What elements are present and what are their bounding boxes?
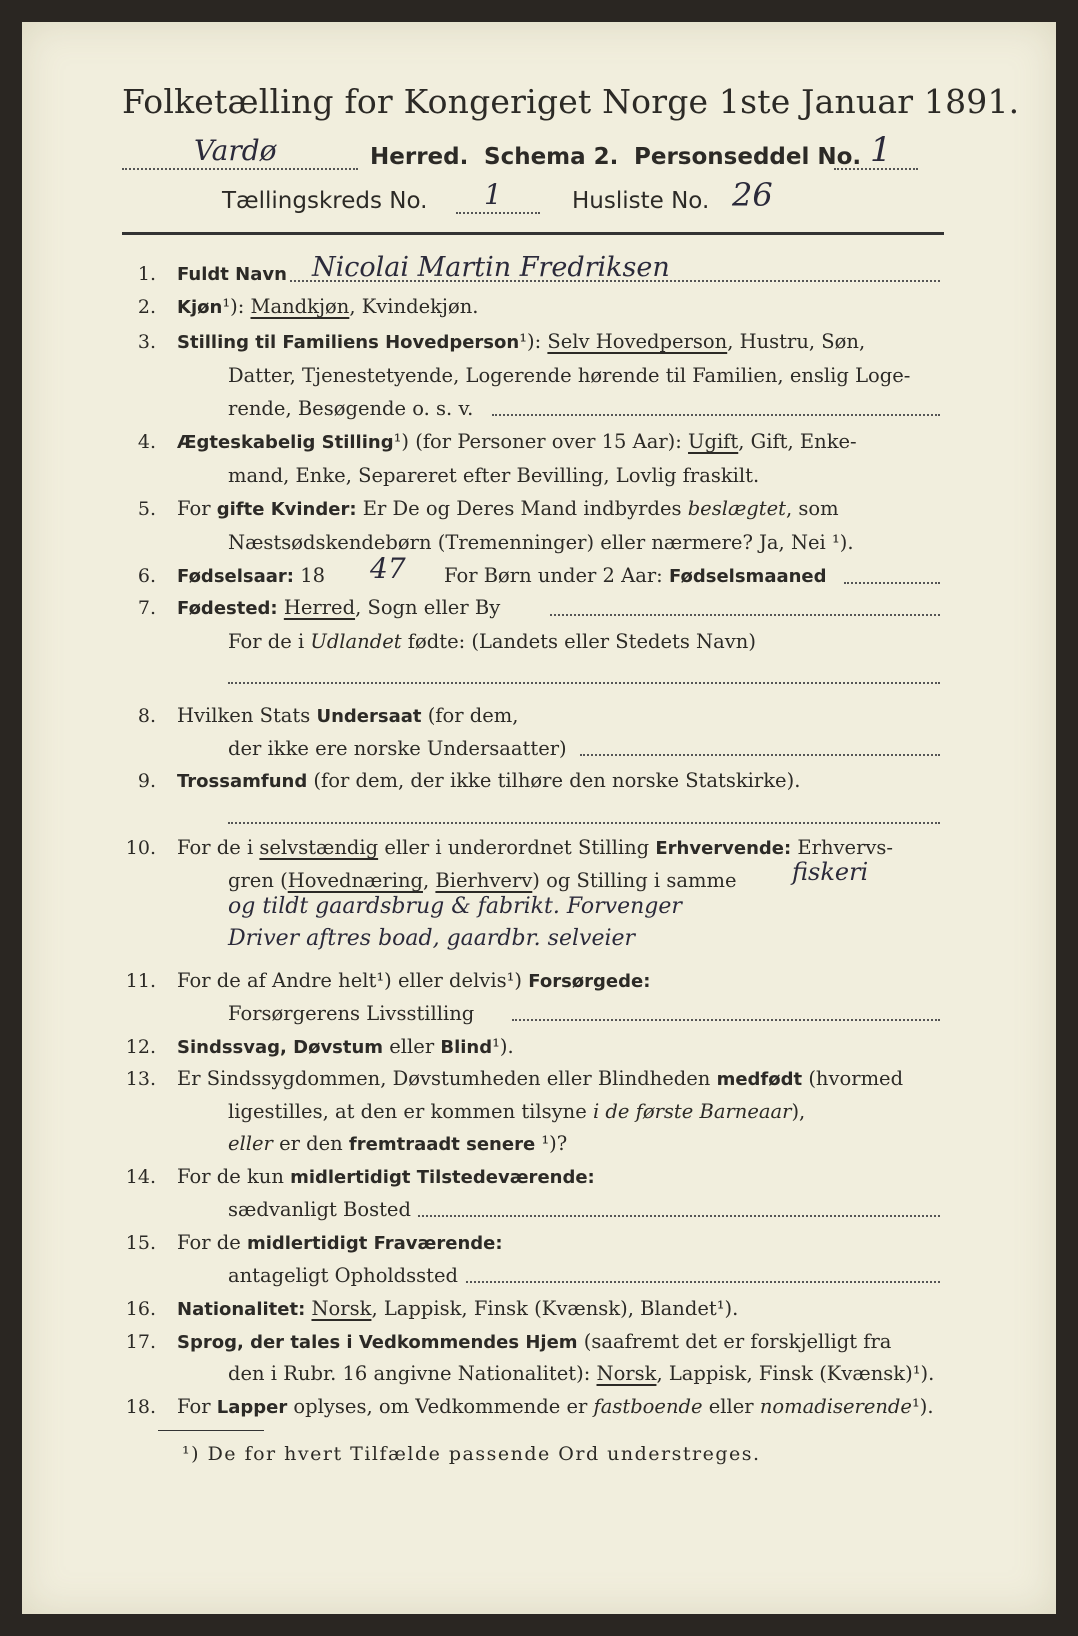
- q13-line2b: ),: [791, 1100, 806, 1123]
- q12-number: 12.: [125, 1036, 156, 1058]
- q10-l2b: ,: [423, 869, 436, 892]
- q2-number: 2.: [137, 296, 156, 318]
- herred-value: Vardø: [194, 134, 277, 167]
- q6-year-value: 47: [370, 552, 406, 585]
- q7-row: [177, 596, 500, 621]
- q17-line2: [228, 1362, 934, 1386]
- q2-rest: , Kvindekjøn.: [349, 295, 479, 318]
- q15-pre: For de: [177, 1231, 247, 1254]
- q6-label: Fødselsaar:: [177, 566, 294, 587]
- q10-option-selvstaendig: selvstændig: [259, 836, 379, 859]
- q5-row: [177, 497, 839, 522]
- q6-dots: [844, 582, 940, 584]
- q2-row: [177, 295, 478, 320]
- q4-rest: , Gift, Enke-: [738, 430, 857, 453]
- q1-name-value: Nicolai Martin Fredriksen: [312, 252, 670, 283]
- census-form-sheet: [22, 22, 1056, 1614]
- q7-label: Fødested:: [177, 598, 278, 619]
- q5-pre: For: [177, 497, 217, 520]
- q13-line2i: i de første Barneaar: [592, 1100, 792, 1123]
- q5-line2: Næstsødskendebørn (Tremenninger) eller nærmere? Ja, Nei ¹).: [228, 531, 854, 554]
- kreds-value: 1: [484, 178, 502, 211]
- q7-number: 7.: [137, 597, 156, 619]
- q6-text: For Børn under 2 Aar:: [444, 564, 669, 587]
- husliste-label: Husliste No.: [572, 188, 710, 214]
- herred-dots: [122, 168, 358, 170]
- q11-pre: For de af Andre helt: [177, 969, 377, 992]
- q15-line2: antageligt Opholdssted: [228, 1264, 459, 1287]
- herred-label: Herred.: [370, 144, 469, 170]
- q8-line2: der ikke ere norske Undersaatter): [228, 737, 567, 760]
- q17-label: Sprog, der tales i Vedkommendes Hjem: [177, 1332, 578, 1353]
- q10-mid: eller i underordnet Stilling: [378, 836, 656, 859]
- q12-rest: ¹).: [492, 1035, 514, 1058]
- q11-mid: eller delvis: [391, 969, 507, 992]
- q3-label: Stilling til Familiens Hovedperson: [177, 332, 520, 353]
- kreds-label: Tællingskreds No.: [222, 188, 428, 214]
- q14-pre: For de kun: [177, 1165, 291, 1188]
- q18-mid: eller: [702, 1395, 760, 1418]
- q11-label: Forsørgede:: [522, 971, 651, 992]
- q4-number: 4.: [137, 431, 156, 453]
- form-title: Folketælling for Kongeriget Norge 1ste Januar 1891.: [122, 82, 1020, 121]
- q2-label: Kjøn: [177, 297, 223, 318]
- q5-number: 5.: [137, 498, 156, 520]
- q6-row2: [444, 564, 827, 589]
- q5-italic: beslægtet: [687, 497, 786, 520]
- q9-rest: (for dem, der ikke tilhøre den norske Statskirke).: [307, 769, 801, 792]
- q1-number: 1.: [137, 263, 156, 285]
- q13-label: medfødt: [716, 1069, 803, 1090]
- q4-option-ugift: Ugift: [688, 430, 739, 453]
- q9-row: [177, 769, 800, 794]
- q9-number: 9.: [137, 770, 156, 792]
- q7-dots2: [228, 682, 940, 684]
- q13-line3i: eller: [228, 1132, 273, 1155]
- q5-text: Er De og Deres Mand indbyrdes: [356, 497, 688, 520]
- q3-dots: [492, 414, 940, 416]
- footnote-rule: [158, 1430, 264, 1431]
- q16-label: Nationalitet:: [177, 1299, 306, 1320]
- q9-label: Trossamfund: [177, 771, 308, 792]
- q18-rest: ¹).: [911, 1395, 934, 1418]
- q13-line2: [228, 1100, 805, 1124]
- schema-label: Schema 2.: [484, 144, 619, 170]
- q8-number: 8.: [137, 705, 156, 727]
- q17-row: [177, 1330, 891, 1355]
- q4-label: Ægteskabelig Stilling: [177, 432, 394, 453]
- q3-row: [177, 330, 865, 355]
- q4-row: [177, 430, 857, 455]
- q14-number: 14.: [125, 1166, 156, 1188]
- q15-number: 15.: [125, 1232, 156, 1254]
- q14-dots: [418, 1215, 940, 1217]
- q1-row: [177, 262, 287, 287]
- q8-row: [177, 704, 519, 729]
- personseddel-value: 1: [870, 130, 892, 170]
- q14-label: midlertidigt Tilstedeværende:: [290, 1167, 595, 1188]
- q5-rest: , som: [786, 497, 839, 520]
- husliste-value: 26: [732, 176, 773, 214]
- q11-sup1: ¹): [376, 969, 392, 992]
- q10-label: Erhvervende:: [655, 838, 792, 859]
- q14-row: [177, 1165, 595, 1190]
- q10-hand-line1: fiskeri: [792, 858, 869, 886]
- q13-number: 13.: [125, 1068, 156, 1090]
- q10-l2c: ) og Stilling i samme: [532, 869, 737, 892]
- q18-italic2: nomadiserende: [759, 1395, 912, 1418]
- q1-label: Fuldt Navn: [177, 264, 287, 285]
- q10-number: 10.: [125, 837, 156, 859]
- q17-line2a: den i Rubr. 16 angivne Nationalitet):: [228, 1362, 597, 1385]
- q17-option-norsk: Norsk: [596, 1362, 657, 1385]
- q7-dots: [550, 614, 940, 616]
- q9-dots: [228, 822, 940, 824]
- q13-line2a: ligestilles, at den er kommen tilsyne: [228, 1100, 593, 1123]
- q7-rest: , Sogn eller By: [355, 596, 501, 619]
- q17-number: 17.: [125, 1331, 156, 1353]
- q7-line2: [228, 630, 756, 654]
- q15-row: [177, 1231, 503, 1256]
- q4-text: (for Personer over 15 Aar):: [409, 430, 689, 453]
- q3-rest: , Hustru, Søn,: [727, 330, 866, 353]
- q7-line2b: fødte: (Landets eller Stedets Navn): [401, 630, 756, 653]
- q14-line2: sædvanligt Bosted: [228, 1198, 411, 1221]
- q8-pre: Hvilken Stats: [177, 704, 317, 727]
- q12-label2: Blind: [440, 1037, 493, 1058]
- q4-line2: mand, Enke, Separeret efter Bevilling, Lovlig fraskilt.: [228, 464, 760, 487]
- q18-italic1: fastboende: [593, 1395, 703, 1418]
- q2-sup: ¹):: [222, 295, 245, 318]
- q3-sup: ¹):: [519, 330, 542, 353]
- q3-number: 3.: [137, 331, 156, 353]
- q6-number: 6.: [137, 565, 156, 587]
- q8-label: Undersaat: [316, 706, 422, 727]
- q11-row: [177, 969, 650, 994]
- q6-row: [177, 564, 325, 589]
- q10-l2a: gren (: [228, 869, 288, 892]
- q13-line3: [228, 1132, 567, 1157]
- herred-line: [122, 130, 942, 174]
- q10-line2: [228, 869, 737, 893]
- q16-row: [177, 1297, 738, 1322]
- personseddel-label: Personseddel No.: [634, 144, 862, 170]
- kreds-dots: [456, 212, 540, 214]
- q7-option-herred: Herred: [283, 596, 356, 619]
- q11-sup2: ¹): [506, 969, 523, 992]
- q3-option-selv: Selv Hovedperson: [547, 330, 728, 353]
- q13-line3a: er den: [272, 1132, 349, 1155]
- q10-row: [177, 836, 893, 861]
- q12-row: [177, 1035, 514, 1060]
- q10-rest: Erhvervs-: [791, 836, 894, 859]
- footnote: ¹) De for hvert Tilfælde passende Ord understreges.: [182, 1443, 761, 1465]
- q3-line3: rende, Besøgende o. s. v.: [228, 397, 474, 420]
- kreds-line: [222, 176, 922, 218]
- q12-mid: eller: [383, 1035, 441, 1058]
- q10-option-bierhverv: Bierhverv: [435, 869, 533, 892]
- q18-number: 18.: [125, 1396, 156, 1418]
- q5-label: gifte Kvinder:: [216, 499, 357, 520]
- q11-number: 11.: [125, 970, 156, 992]
- q17-line2b: , Lappisk, Finsk (Kvænsk)¹).: [656, 1362, 935, 1385]
- q18-text: oplyses, om Vedkommende er: [287, 1395, 594, 1418]
- q4-sup: ¹): [393, 430, 410, 453]
- q13-row: [177, 1067, 903, 1092]
- q3-line2: Datter, Tjenestetyende, Logerende hørende til Familien, enslig Loge-: [228, 364, 911, 387]
- q18-label: Lapper: [216, 1397, 288, 1418]
- q7-line2i: Udlandet: [310, 630, 402, 653]
- q15-label: midlertidigt Fraværende:: [246, 1233, 503, 1254]
- q12-label: Sindssvag, Døvstum: [177, 1037, 384, 1058]
- q16-number: 16.: [125, 1298, 156, 1320]
- q16-option-norsk: Norsk: [311, 1297, 372, 1320]
- q11-dots: [512, 1019, 940, 1021]
- q13-line3b: fremtraadt senere: [348, 1134, 536, 1155]
- q8-dots: [580, 754, 940, 756]
- q7-line2a: For de i: [228, 630, 311, 653]
- q18-pre: For: [177, 1395, 217, 1418]
- q13-text: Er Sindssygdommen, Døvstumheden eller Blindheden: [177, 1067, 717, 1090]
- q10-hand-line2: og tildt gaardsbrug & fabrikt. Forvenger: [228, 894, 682, 919]
- q18-row: [177, 1395, 934, 1420]
- q6-label2: Fødselsmaaned: [668, 566, 827, 587]
- q13-line3c: ¹)?: [535, 1132, 568, 1155]
- q15-dots: [466, 1281, 940, 1283]
- q6-prefix: 18: [294, 564, 326, 587]
- q8-rest: (for dem,: [421, 704, 519, 727]
- q17-rest: (saafremt det er forskjelligt fra: [577, 1330, 892, 1353]
- q10-pre: For de i: [177, 836, 260, 859]
- q10-option-hovednaering: Hovednæring: [287, 869, 423, 892]
- q16-rest: , Lappisk, Finsk (Kvænsk), Blandet¹).: [371, 1297, 739, 1320]
- q11-line2: Forsørgerens Livsstilling: [228, 1002, 475, 1025]
- q13-rest: (hvormed: [802, 1067, 904, 1090]
- q10-hand-line3: Driver aftres boad, gaardbr. selveier: [228, 926, 636, 951]
- q2-option-mandkjon: Mandkjøn: [250, 295, 350, 318]
- header-rule: [122, 232, 944, 235]
